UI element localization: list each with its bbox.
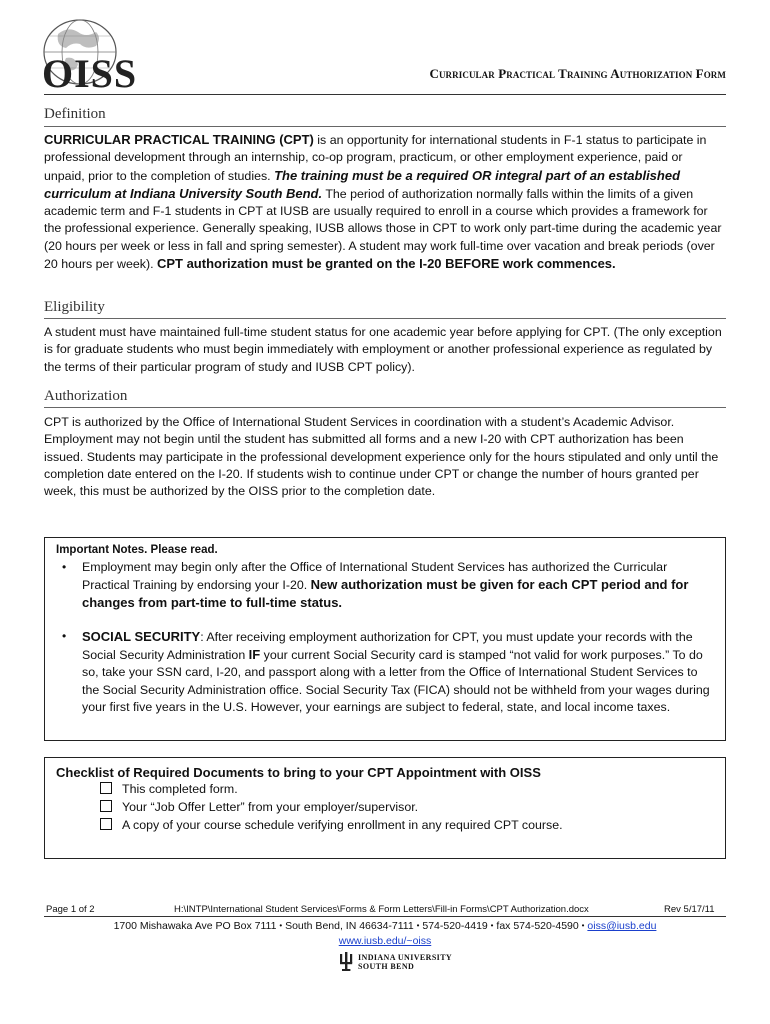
cpt-term: CURRICULAR PRACTICAL TRAINING (CPT): [44, 132, 314, 147]
note-item-1: [82, 559, 718, 613]
checklist-item-label: This completed form.: [122, 782, 238, 796]
note-2-text-1: : After receiving employment authorization for CPT, you must update your records with the Social Security Administration: [82, 630, 693, 663]
checklist-item-label: A copy of your course schedule verifying enrollment in any required CPT course.: [122, 818, 563, 832]
checkbox[interactable]: [100, 800, 112, 812]
header-rule: [44, 94, 726, 95]
footer-address-line: [0, 920, 770, 932]
definition-rule: [44, 126, 726, 127]
checklist-item: [100, 800, 418, 814]
separator-dot: •: [416, 921, 420, 930]
note-2-if: IF: [248, 647, 261, 663]
footer-city: South Bend, IN 46634-7111: [285, 920, 414, 932]
note-item-2: [82, 628, 718, 716]
checklist-title: Checklist of Required Documents to bring to your CPT Appointment with OISS: [56, 765, 541, 780]
email-link[interactable]: oiss@iusb.edu: [587, 920, 657, 932]
notes-title: Important Notes. Please read.: [56, 544, 218, 556]
footer-fax: fax 574-520-4590: [496, 920, 579, 932]
separator-dot: •: [490, 921, 494, 930]
checklist-item: [100, 818, 563, 832]
definition-text-1: is an opportunity for international students in F-1 status to participate in professional development through an internship, co-op program, practicum, or other employment experience, paid or unpaid, prior to the completion of studies.: [44, 133, 707, 183]
bullet-1: •: [62, 560, 67, 574]
checklist-item: [100, 782, 238, 796]
footer-address: 1700 Mishawaka Ave PO Box 7111: [113, 920, 277, 932]
file-path: H:\INTP\International Student Services\Forms & Form Letters\Fill-in Forms\CPT Authorization.docx: [174, 904, 589, 915]
note-2-text-2: your current Social Security card is stamped “not valid for work purposes.” To do so, take your SSN card, I-20, and passport along with a letter from the Office of International Student Services to the Social Security Administration office. Social Security Tax (FICA) should not be withheld from your wages during your first five years in the U.S. However, your earnings are subject to federal, state, and local income taxes.: [82, 648, 710, 714]
note-1-bold: New authorization must be given for each CPT period and for changes from part-time to full-time status.: [82, 577, 689, 611]
eligibility-paragraph: A student must have maintained full-time student status for one academic year before applying for CPT. (The only exception is for graduate students who must begin immediately with employment or another professional experience as regulated by the terms of their particular program of study and IUSB CPT policy).: [44, 325, 722, 374]
oiss-logo: [36, 14, 136, 94]
revision-date: Rev 5/17/11: [664, 904, 715, 915]
definition-text-2: The period of authorization normally falls within the limits of a given academic term and F-1 students in CPT at IUSB are usually required to enroll in a course which provides a framework for the professional experience. Generally speaking, IUSB allows those in CPT to work only part-time during the academic year (20 hours per week or less in fall and spring semester). A student may work full-time over vacation and break periods (over 20 hours per week).: [44, 186, 722, 272]
definition-closing: CPT authorization must be granted on the I-20 BEFORE work commences.: [156, 256, 616, 272]
iu-trident-icon: [338, 950, 354, 972]
iu-south-bend-logo: [338, 950, 468, 976]
form-title: Curricular Practical Training Authorization Form: [429, 66, 726, 81]
iu-name: INDIANA UNIVERSITY: [358, 953, 453, 962]
note-1-text: Employment may begin only after the Office of International Student Services has authorized the Curricular Practical Training by endorsing your I-20.: [82, 560, 668, 593]
separator-dot: •: [279, 921, 283, 930]
authorization-rule: [44, 407, 726, 408]
page-number: Page 1 of 2: [46, 904, 95, 915]
definition-paragraph: [44, 131, 726, 273]
definition-emphasis: The training must be a required OR integral part of an established curriculum at Indiana University South Bend.: [44, 167, 681, 201]
checklist-item-label: Your “Job Offer Letter” from your employer/supervisor.: [122, 800, 419, 814]
authorization-paragraph: CPT is authorized by the Office of International Student Services in coordination with a student’s Academic Advisor. Employment may not begin until the student has submitted all forms and a new I-20 with CPT authorization has been issued. Students may participate in the professional development experience only for the hours stipulated and only until the completion date entered on the I-20. If students wish to continue under CPT or change the number of hours granted per week, this must be authorized by the OISS prior to the completion date.: [44, 415, 719, 499]
footer-phone: 574-520-4419: [422, 920, 488, 932]
eligibility-rule: [44, 318, 726, 319]
logo-text: OISS: [42, 51, 138, 96]
social-security-label: SOCIAL SECURITY: [82, 629, 201, 644]
footer-rule: [44, 916, 726, 917]
bullet-2: •: [62, 629, 67, 643]
eligibility-heading: Eligibility: [44, 299, 105, 315]
website-line: [0, 935, 770, 947]
iu-campus: SOUTH BEND: [358, 962, 415, 971]
separator-dot: •: [581, 921, 585, 930]
authorization-heading: Authorization: [44, 388, 128, 404]
definition-heading: Definition: [44, 106, 106, 122]
checkbox[interactable]: [100, 782, 112, 794]
website-link[interactable]: www.iusb.edu/~oiss: [338, 935, 432, 947]
checkbox[interactable]: [100, 818, 112, 830]
